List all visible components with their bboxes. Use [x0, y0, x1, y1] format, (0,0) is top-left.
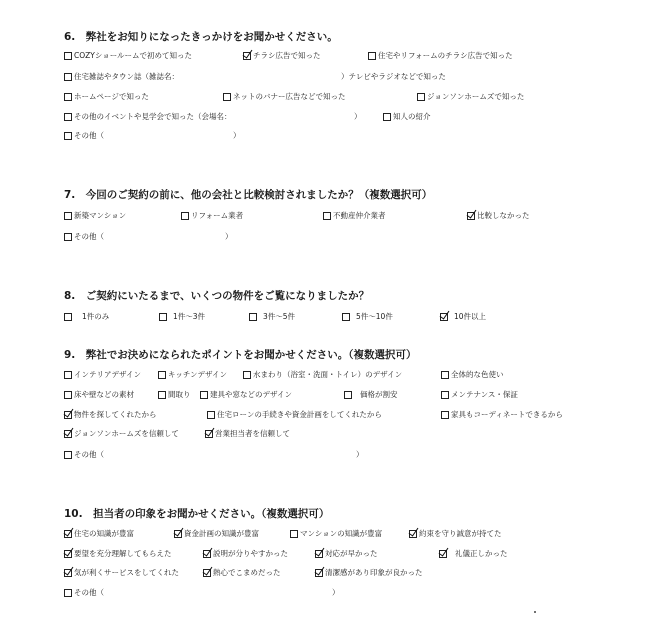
option-label: 水まわり（浴室・洗面・トイレ）のデザイン: [253, 370, 403, 379]
option-label: 対応が早かった: [325, 549, 378, 558]
checkbox-icon[interactable]: [159, 313, 167, 321]
checkbox-icon[interactable]: [64, 52, 72, 60]
option-label: 比較しなかった: [477, 211, 530, 220]
q10-option-polite[interactable]: [439, 548, 508, 559]
q6-option-flyer[interactable]: [243, 50, 321, 61]
option-label: 床や壁などの素材: [74, 390, 134, 399]
option-label: 熱心でこまめだった: [213, 568, 281, 577]
checkbox-icon[interactable]: [344, 391, 352, 399]
option-label: 建具や窓などのデザイン: [210, 390, 292, 399]
q9-option-kitchen[interactable]: [158, 369, 227, 380]
q9-other-close-paren: [356, 449, 364, 460]
q9-option-fittings[interactable]: [200, 389, 292, 400]
option-label: ジョンソンホームズを信頼して: [74, 429, 179, 438]
option-label: ）: [332, 588, 340, 597]
q9-option-water[interactable]: [243, 369, 402, 380]
question-6-title: 6. 弊社をお知りになったきっかけをお聞かせください。: [64, 31, 338, 43]
q6-option-event[interactable]: [64, 111, 232, 122]
checked-checkbox-icon[interactable]: [439, 550, 447, 558]
q9-option-other[interactable]: [64, 449, 104, 460]
checkbox-icon[interactable]: [64, 391, 72, 399]
option-label: その他（: [74, 450, 104, 459]
option-label: ジョンソンホームズで知った: [427, 92, 525, 101]
q10-option-dedicated[interactable]: [203, 567, 281, 578]
option-label: ホームページで知った: [74, 92, 149, 101]
checkbox-icon[interactable]: [223, 93, 231, 101]
checkbox-icon[interactable]: [181, 212, 189, 220]
option-label: その他（: [74, 232, 104, 241]
option-label: 3件〜5件: [263, 312, 296, 321]
checkbox-icon[interactable]: [64, 371, 72, 379]
q6-other-close-paren: [233, 130, 241, 141]
option-label: 資金計画の知識が豊富: [184, 529, 259, 538]
q10-option-understood-needs[interactable]: [64, 548, 172, 559]
checkbox-icon[interactable]: [368, 52, 376, 60]
checkbox-icon[interactable]: [441, 391, 449, 399]
q10-option-clear-explanation[interactable]: [203, 548, 288, 559]
option-label: リフォーム業者: [191, 211, 244, 220]
option-label: ）: [233, 131, 241, 140]
option-label: ）: [225, 232, 233, 241]
checked-checkbox-icon[interactable]: [243, 52, 251, 60]
checkbox-icon[interactable]: [158, 371, 166, 379]
question-10-title: 10. 担当者の印象をお聞かせください。（複数選択可）: [64, 508, 330, 520]
checkbox-icon[interactable]: [342, 313, 350, 321]
q9-option-interior[interactable]: [64, 369, 141, 380]
q9-option-layout[interactable]: [158, 389, 191, 400]
option-label: 価格が割安: [360, 390, 398, 399]
checked-checkbox-icon[interactable]: [203, 550, 211, 558]
checked-checkbox-icon[interactable]: [64, 550, 72, 558]
checked-checkbox-icon[interactable]: [174, 530, 182, 538]
q9-option-found-property[interactable]: [64, 409, 157, 420]
q7-option-condo[interactable]: [64, 210, 126, 221]
q6-option-other[interactable]: [64, 130, 104, 141]
option-label: その他（: [74, 588, 104, 597]
checkbox-icon[interactable]: [64, 73, 72, 81]
question-7-title: 7. 今回のご契約の前に、他の会社と比較検討されましたか？（複数選択可）: [64, 189, 433, 201]
option-label: 全体的な色使い: [451, 370, 504, 379]
checkbox-icon[interactable]: [290, 530, 298, 538]
option-label: 5件〜10件: [356, 312, 393, 321]
q10-option-clean-impression[interactable]: [315, 567, 423, 578]
q6-option-homepage[interactable]: [64, 91, 149, 102]
q9-option-maintenance[interactable]: [441, 389, 518, 400]
q10-other-close-paren: [332, 587, 340, 598]
option-label: 礼儀正しかった: [455, 549, 508, 558]
q6-option-magazine[interactable]: [64, 71, 179, 82]
option-label: 住宅の知識が豊富: [74, 529, 134, 538]
q10-option-housing-knowledge[interactable]: [64, 528, 134, 539]
q8-option-1[interactable]: [64, 311, 109, 322]
option-label: 10件以上: [454, 312, 487, 321]
q6-option-cozy-showroom[interactable]: [64, 50, 192, 61]
q10-option-condo-knowledge[interactable]: [290, 528, 382, 539]
q6-option-banner[interactable]: [223, 91, 346, 102]
q6-event-close-paren: [354, 111, 362, 122]
q8-option-5-10[interactable]: [342, 311, 393, 322]
option-label: 知人の紹介: [393, 112, 431, 121]
q8-option-3-5[interactable]: [249, 311, 295, 322]
option-label: メンテナンス・保証: [451, 390, 518, 399]
q10-option-kept-promises[interactable]: [409, 528, 502, 539]
q10-option-other[interactable]: [64, 587, 104, 598]
q7-option-realtor[interactable]: [323, 210, 386, 221]
question-8-title: 8. ご契約にいたるまで、いくつの物件をご覧になりましたか？: [64, 290, 370, 302]
q7-other-close-paren: [225, 231, 233, 242]
q9-option-materials[interactable]: [64, 389, 134, 400]
option-label: 1件のみ: [82, 312, 110, 321]
q9-option-colors[interactable]: [441, 369, 504, 380]
option-label: 説明が分りやすかった: [213, 549, 288, 558]
checkbox-icon[interactable]: [441, 371, 449, 379]
checked-checkbox-icon[interactable]: [315, 569, 323, 577]
q9-option-loan[interactable]: [207, 409, 382, 420]
q10-option-finance-knowledge[interactable]: [174, 528, 259, 539]
option-label: ）: [354, 112, 362, 121]
option-label: インテリアデザイン: [74, 370, 141, 379]
option-label: ）テレビやラジオなどで知った: [341, 72, 446, 81]
q9-option-price[interactable]: [344, 389, 398, 400]
option-label: 住宅ローンの手続きや資金計画をしてくれたから: [217, 410, 382, 419]
option-label: 要望を充分理解してもらえた: [74, 549, 172, 558]
q7-option-reform-company[interactable]: [181, 210, 243, 221]
option-label: キッチンデザイン: [168, 370, 227, 379]
checkbox-icon[interactable]: [323, 212, 331, 220]
checkbox-icon[interactable]: [64, 233, 72, 241]
checkbox-icon[interactable]: [249, 313, 257, 321]
checkbox-icon[interactable]: [64, 451, 72, 459]
option-label: 間取り: [168, 390, 191, 399]
option-label: 住宅雑誌やタウン誌（雑誌名：: [74, 72, 179, 81]
option-label: 気が利くサービスをしてくれた: [74, 568, 179, 577]
checkbox-icon[interactable]: [64, 589, 72, 597]
q6-option-reform-flyer[interactable]: [368, 50, 513, 61]
option-label: 1件〜3件: [173, 312, 206, 321]
checked-checkbox-icon[interactable]: [64, 569, 72, 577]
question-9-title: 9. 弊社でお決めになられたポイントをお聞かせください。（複数選択可）: [64, 349, 417, 361]
checkbox-icon[interactable]: [64, 313, 72, 321]
checked-checkbox-icon[interactable]: [64, 411, 72, 419]
option-label: 清潔感があり印象が良かった: [325, 568, 423, 577]
q6-option-johnson[interactable]: [417, 91, 524, 102]
q7-option-other[interactable]: [64, 231, 104, 242]
option-label: 家具もコーディネートできるから: [451, 410, 563, 419]
option-label: その他（: [74, 131, 104, 140]
checked-checkbox-icon[interactable]: [64, 430, 72, 438]
checkbox-icon[interactable]: [243, 371, 251, 379]
q7-option-no-compare[interactable]: [467, 210, 530, 221]
option-label: 新築マンション: [74, 211, 127, 220]
scan-speck: [534, 611, 536, 613]
checkbox-icon[interactable]: [64, 93, 72, 101]
q9-option-trust-johnson[interactable]: [64, 428, 179, 439]
checked-checkbox-icon[interactable]: [205, 430, 213, 438]
checkbox-icon[interactable]: [383, 113, 391, 121]
q10-option-quick-response[interactable]: [315, 548, 378, 559]
q8-option-1-3[interactable]: [159, 311, 205, 322]
checkbox-icon[interactable]: [158, 391, 166, 399]
option-label: 住宅やリフォームのチラシ広告で知った: [378, 51, 513, 60]
option-label: COZYショールームで初めて知った: [74, 51, 193, 60]
option-label: マンションの知識が豊富: [300, 529, 383, 538]
q9-option-trust-sales[interactable]: [205, 428, 290, 439]
checkbox-icon[interactable]: [441, 411, 449, 419]
q6-option-acquaintance[interactable]: [383, 111, 431, 122]
q9-option-furniture[interactable]: [441, 409, 563, 420]
checked-checkbox-icon[interactable]: [440, 313, 448, 321]
option-label: ）: [356, 450, 364, 459]
option-label: 不動産仲介業者: [333, 211, 386, 220]
q10-option-attentive-service[interactable]: [64, 567, 179, 578]
checkbox-icon[interactable]: [207, 411, 215, 419]
checkbox-icon[interactable]: [200, 391, 208, 399]
checked-checkbox-icon[interactable]: [203, 569, 211, 577]
checkbox-icon[interactable]: [64, 132, 72, 140]
checked-checkbox-icon[interactable]: [409, 530, 417, 538]
checkbox-icon[interactable]: [64, 113, 72, 121]
checkbox-icon[interactable]: [417, 93, 425, 101]
checked-checkbox-icon[interactable]: [467, 212, 475, 220]
option-label: その他のイベントや見学会で知った（会場名：: [74, 112, 232, 121]
option-label: 約束を守り誠意が持てた: [419, 529, 502, 538]
q8-option-10-plus[interactable]: [440, 311, 486, 322]
checkbox-icon[interactable]: [64, 212, 72, 220]
option-label: 営業担当者を信頼して: [215, 429, 290, 438]
checked-checkbox-icon[interactable]: [315, 550, 323, 558]
option-label: チラシ広告で知った: [253, 51, 321, 60]
q6-option-tv-radio[interactable]: [341, 71, 446, 82]
checked-checkbox-icon[interactable]: [64, 530, 72, 538]
option-label: 物件を探してくれたから: [74, 410, 157, 419]
option-label: ネットのバナー広告などで知った: [233, 92, 346, 101]
